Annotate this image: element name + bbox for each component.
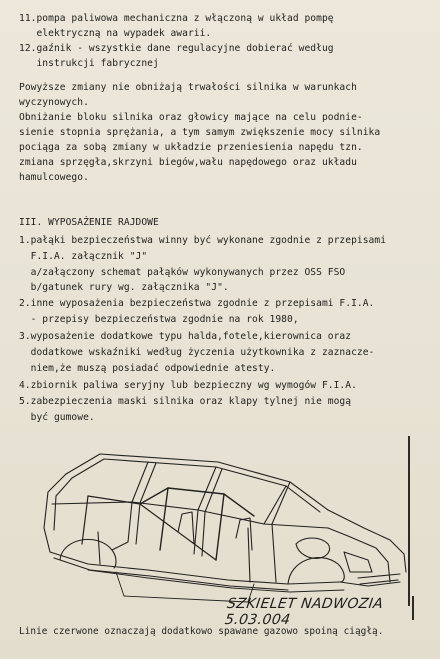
text-line: Powyższe zmiany nie obniżają trwałości silnika w warunkach <box>19 82 357 93</box>
text-line: 5.zabezpieczenia maski silnika oraz klapy tylnej nie mogą <box>19 396 352 407</box>
text-line: 1.pałąki bezpieczeństwa winny być wykonane zgodnie z przepisami <box>19 235 387 246</box>
text-line: 12.gaźnik - wszystkie dane regulacyjne dobierać według <box>19 43 334 54</box>
text-line: sienie stopnia sprężania, a tym samym zwiększenie mocy silnika <box>19 127 381 138</box>
text-line: zmiana sprzęgła,skrzyni biegów,wału napędowego oraz układu <box>19 157 357 168</box>
text-line: instrukcji fabrycznej <box>19 58 159 69</box>
footnote: Linie czerwone oznaczają dodatkowo spawane gazowo spoiną ciągłą. <box>19 626 384 637</box>
car-body-frame-illustration <box>28 432 428 622</box>
text-line: a/załączony schemat pałąków wykonywanych przez OSS FSO <box>19 267 346 278</box>
text-line: Obniżanie bloku silnika oraz głowicy mające na celu podnie- <box>19 112 363 123</box>
text-line: być gumowe. <box>19 412 95 423</box>
text-line: wyczynowych. <box>19 97 89 108</box>
text-line: hamulcowego. <box>19 172 89 183</box>
text-line: b/gatunek rury wg. załącznika "J". <box>19 282 229 293</box>
text-line: - przepisy bezpieczeństwa zgodnie na rok 1980, <box>19 314 299 325</box>
text-line: niem,że muszą posiadać odpowiednie atesty. <box>19 363 276 374</box>
text-line: 3.wyposażenie dodatkowe typu halda,fotele,kierownica oraz <box>19 331 352 342</box>
margin-rule <box>408 436 410 606</box>
text-line: F.I.A. załącznik "J" <box>19 251 148 262</box>
text-line: dodatkowe wskaźniki według życzenia użytkownika z zaznacze- <box>19 347 375 358</box>
text-line: 4.zbiornik paliwa seryjny lub bezpieczny wg wymogów F.I.A. <box>19 380 357 391</box>
text-line: pociąga za sobą zmiany w układzie przeniesienia napędu tzn. <box>19 142 363 153</box>
text-line: 11.pompa paliwowa mechaniczna z włączoną w układ pompę <box>19 13 334 24</box>
section-heading: III. WYPOSAŻENIE RAJDOWE <box>19 217 159 228</box>
figure-caption: SZKIELET NADWOZIA 5.03.004 <box>223 596 385 628</box>
text-line: 2.inne wyposażenia bezpieczeństwa zgodnie z przepisami F.I.A. <box>19 298 375 309</box>
text-line: elektryczną na wypadek awarii. <box>19 28 212 39</box>
